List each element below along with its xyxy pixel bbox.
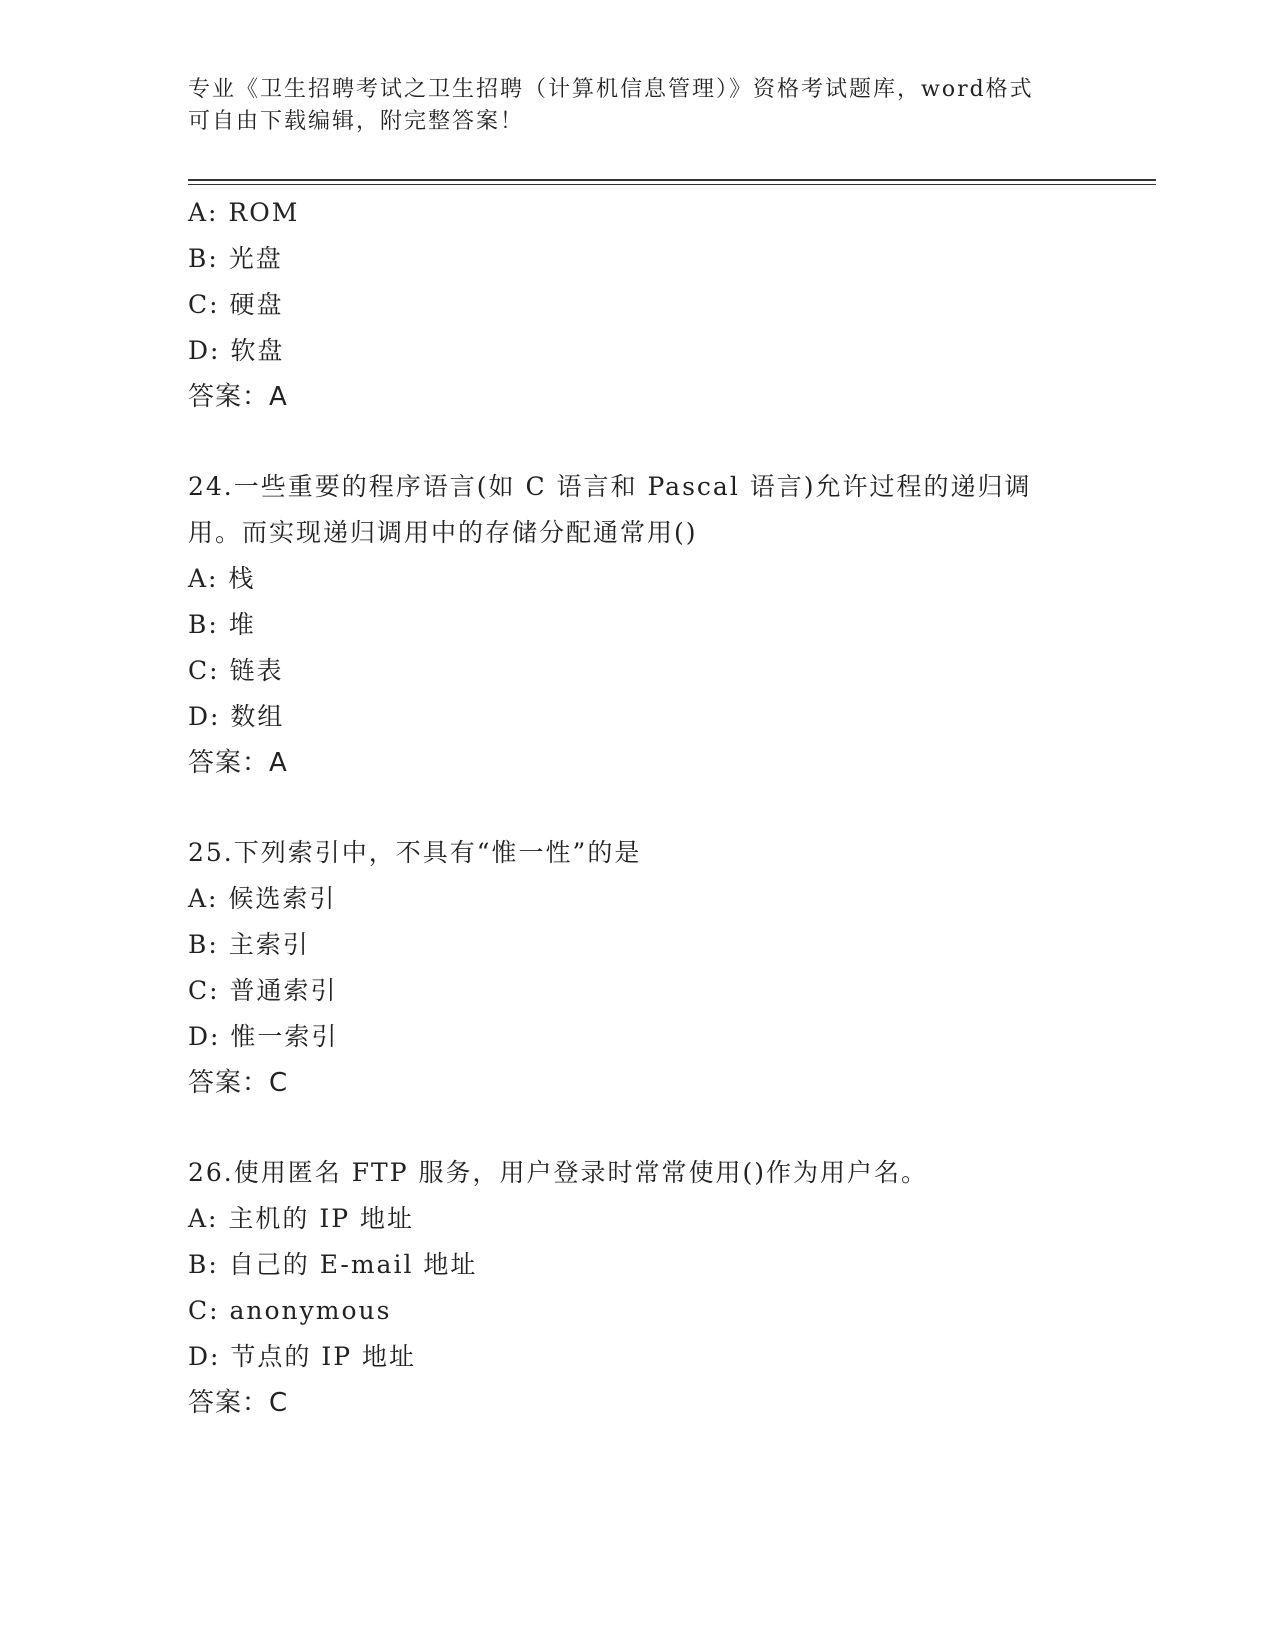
answer-line: 答案：C (188, 1388, 289, 1418)
option-b: B: 光盘 (188, 244, 283, 273)
option-a: A: 主机的 IP 地址 (188, 1204, 415, 1233)
header-rule-thin (188, 184, 1156, 185)
option-d: D: 软盘 (188, 336, 285, 365)
question-block-24 (188, 464, 1088, 786)
option-a: A: ROM (188, 198, 300, 227)
option-b: B: 主索引 (188, 930, 310, 959)
question-block-26 (188, 1150, 1088, 1426)
answer-line: 答案：C (188, 1068, 289, 1098)
question-list (188, 190, 1088, 1426)
option-c: C: 普通索引 (188, 976, 338, 1005)
option-a: A: 候选索引 (188, 884, 337, 913)
header-rule-thick (188, 179, 1156, 181)
question-stem: 26.使用匿名 FTP 服务，用户登录时常常使用()作为用户名。 (188, 1158, 929, 1187)
spacer (188, 1106, 1088, 1150)
question-stem-continued: 用。而实现递归调用中的存储分配通常用() (188, 518, 698, 547)
question-block-25 (188, 830, 1088, 1106)
question-stem: 25.下列索引中，不具有“惟一性”的是 (188, 838, 642, 867)
answer-line: 答案：A (188, 382, 288, 412)
option-a: A: 栈 (188, 564, 256, 593)
header-subtitle-line: 可自由下载编辑，附完整答案！ (188, 109, 525, 134)
question-stem: 24.一些重要的程序语言(如 C 语言和 Pascal 语言)允许过程的递归调 (188, 472, 1032, 501)
answer-line: 答案：A (188, 748, 288, 778)
spacer (188, 786, 1088, 830)
option-c: C: 链表 (188, 656, 284, 685)
option-c: C: 硬盘 (188, 290, 284, 319)
document-header (188, 74, 1088, 138)
option-d: D: 惟一索引 (188, 1022, 339, 1051)
option-b: B: 堆 (188, 610, 256, 639)
option-d: D: 数组 (188, 702, 285, 731)
option-d: D: 节点的 IP 地址 (188, 1342, 417, 1371)
question-block-23 (188, 190, 1088, 420)
option-c: C: anonymous (188, 1296, 392, 1325)
option-b: B: 自己的 E-mail 地址 (188, 1250, 478, 1279)
header-title-line: 专业《卫生招聘考试之卫生招聘（计算机信息管理）》资格考试题库，word格式 (188, 77, 1034, 102)
spacer (188, 420, 1088, 464)
